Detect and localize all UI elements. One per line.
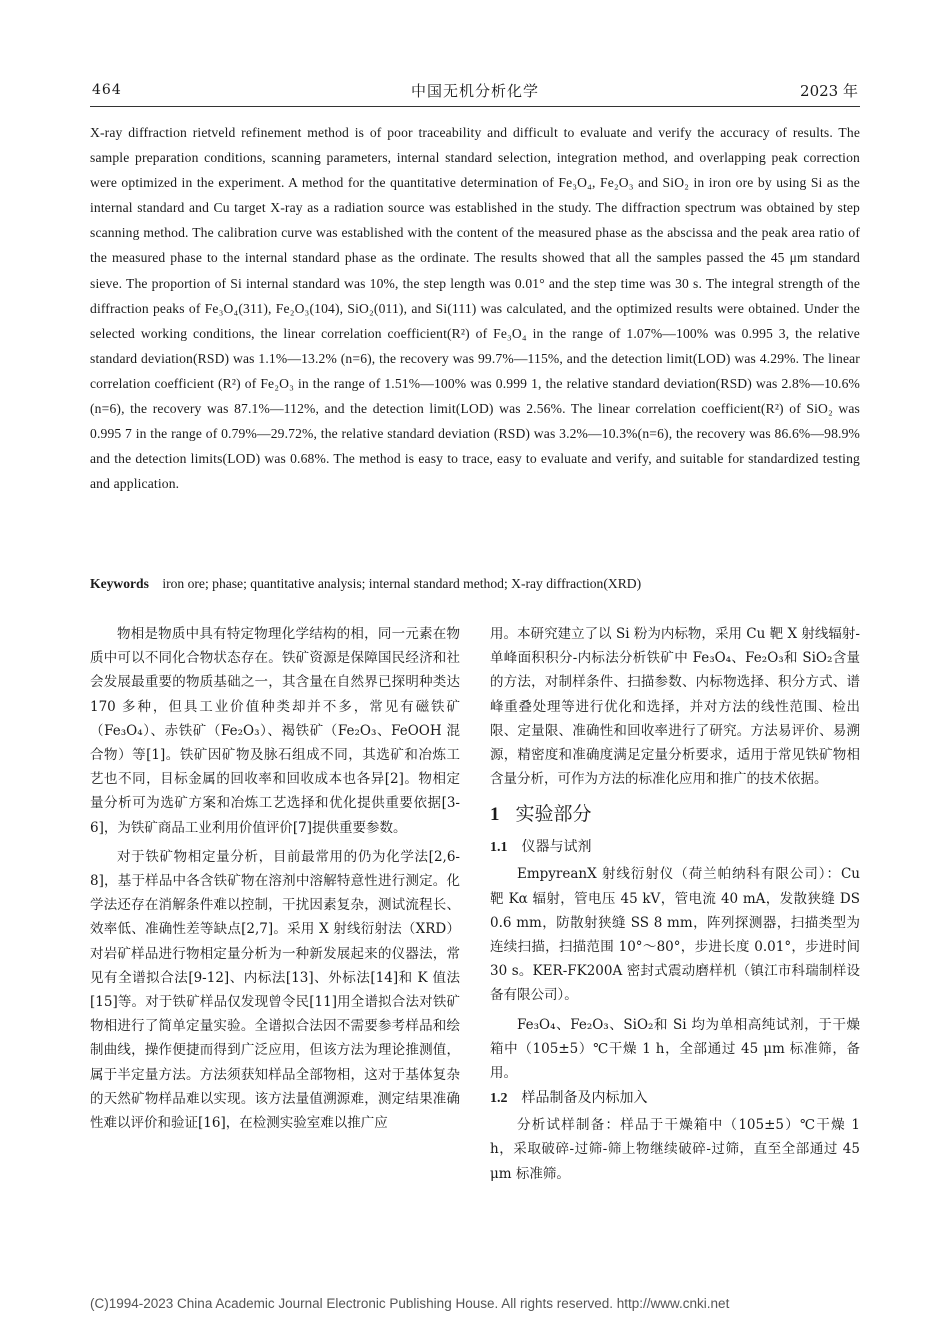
left-column <box>90 622 460 1135</box>
section-heading-experimental <box>490 799 860 830</box>
keywords-label: Keywords <box>90 576 149 591</box>
intro-paragraph-1: 物相是物质中具有特定物理化学结构的相，同一元素在物质中可以不同化合物状态存在。铁矿资源是保障国民经济和社会发展最重要的物质基础之一，其含量在自然界已探明种类达 170 多种，但具工业价值种类却并不多，常见有磁铁矿（Fe₃O₄）、赤铁矿（Fe₂O₃）、褐铁矿（Fe₂O₃、FeOOH 混合物）等[1]。铁矿因矿物及脉石组成不同，其选矿和冶炼工艺也不同，目标金属的回收率和回收成本也各异[2]。物相定量分析可为选矿方案和冶炼工艺选择和优化提供重要依据[3-6]，为铁矿商品工业利用价值评价[7]提供重要参数。 <box>90 626 460 836</box>
subsection-number: 1.2 <box>490 1091 508 1107</box>
subsection-title: 仪器与试剂 <box>521 839 592 856</box>
page-number: 464 <box>92 82 122 98</box>
page-header <box>90 78 860 107</box>
intro-paragraph-continued: 用。本研究建立了以 Si 粉为内标物，采用 Cu 靶 X 射线辐射-单峰面积积分-内标法分析铁矿中 Fe₃O₄、Fe₂O₃和 SiO₂含量的方法，对制样条件、扫描参数、内标物选择、积分方式、谱峰重叠处理等进行优化和选择，并对方法的线性范围、检出限、定量限、准确性和回收率进行了研究。方法易评价、易溯源，精密度和准确度满足定量分析要求，适用于常见铁矿物相含量分析，可作为方法的标准化应用和推广的技术依据。 <box>490 626 860 788</box>
keywords-text: iron ore; phase; quantitative analysis; internal standard method; X-ray diffraction(XRD) <box>162 576 642 591</box>
intro-paragraph-2: 对于铁矿物相定量分析，目前最常用的仍为化学法[2,6-8]，基于样品中各含铁矿物在溶剂中溶解特意性进行测定。化学法还存在消解条件难以控制，干扰因素复杂，测试流程长、效率低、准确性差等缺点[2,7]。采用 X 射线衍射法（XRD）对岩矿样品进行物相定量分析为一种新发展起来的仪器法，常见有全谱拟合法[9-12]、内标法[13]、外标法[14]和 K 值法[15]等。对于铁矿样品仅发现曾令民[11]用全谱拟合法对铁矿物相进行了简单定量实验。全谱拟合法因不需要参考样品和绘制曲线，操作便捷而得到广泛应用，但该方法为理论推测值，属于半定量方法。方法须获知样品全部物相，这对于基体复杂的天然矿物样品难以实现。该方法量值溯源难，测定结果准确性难以评价和验证[16]，在检测实验室难以推广应 <box>90 848 460 1132</box>
keywords-line <box>90 571 860 596</box>
copyright-footer: (C)1994-2023 China Academic Journal Electronic Publishing House. All rights reserved. http://www.cnki.net <box>90 1296 730 1311</box>
section-title: 实验部分 <box>515 803 592 826</box>
subsection-number: 1.1 <box>490 840 508 856</box>
section-number: 1 <box>490 804 500 826</box>
subsection-heading-instruments <box>490 836 860 859</box>
instrument-paragraph: EmpyreanX 射线衍射仪（荷兰帕纳科有限公司）：Cu 靶 Kα 辐射，管电压 45 kV，管电流 40 mA，发散狭缝 DS 0.6 mm，防散射狭缝 SS 8 mm，阵列探测器，扫描类型为连续扫描，扫描范围 10°～80°，步进长度 0.01°，步进时间 30 s。KER-FK200A 密封式震动磨样机（镇江市科瑞制样设备有限公司）。 <box>490 866 860 1004</box>
subsection-title: 样品制备及内标加入 <box>521 1090 648 1107</box>
subsection-heading-sample-prep <box>490 1087 860 1110</box>
english-abstract: X-ray diffraction rietveld refinement method is of poor traceability and difficult to evaluate and verify the accuracy of results. The sample preparation conditions, scanning parameters, internal standard selection, integration method, and overlapping peak correction were optimized in the experiment. A method for the quantitative determination of Fe₃O₄, Fe₂O₃ and SiO₂ in iron ore by using Si as the internal standard and Cu target X-ray as a radiation source was established in the study. The diffraction spectrum was obtained by step scanning method. The calibration curve was established with the content of the measured phase as the abscissa and the peak area ratio of the measured phase to the internal standard phase as the ordinate. The results showed that all the samples passed the 45 μm standard sieve. The proportion of Si internal standard was 10%, the step length was 0.01° and the step time was 30 s. The integral strength of the diffraction peaks of Fe₃O₄(311), Fe₂O₃(104), SiO₂(011), and Si(111) was calculated, and the optimized results were obtained. Under the selected working conditions, the linear correlation coefficient(R²) of Fe₃O₄ in the range of 1.07%—100% was 0.995 3, the relative standard deviation(RSD) was 1.1%—13.2% (n=6), the recovery was 99.7%—115%, and the detection limit(LOD) was 4.29%. The linear correlation coefficient (R²) of Fe₂O₃ in the range of 1.51%—100% was 0.999 1, the relative standard deviation(RSD) was 2.8%—10.6%(n=6), the recovery was 87.1%—112%, and the detection limit(LOD) was 2.56%. The linear correlation coefficient(R²) of SiO₂ was 0.995 7 in the range of 0.79%—29.72%, the relative standard deviation (RSD) was 3.2%—10.3%(n=6), the recovery was 86.6%—98.9% and the detection limits(LOD) was 0.68%. The method is easy to trace, easy to evaluate and verify, and suitable for standardized testing and application. <box>90 125 860 492</box>
journal-year: 2023 年 <box>800 82 858 100</box>
reagents-paragraph: Fe₃O₄、Fe₂O₃、SiO₂和 Si 均为单相高纯试剂，于干燥箱中（105±5）℃干燥 1 h，全部通过 45 μm 标准筛，备用。 <box>490 1016 860 1082</box>
right-column <box>490 622 860 1186</box>
journal-title: 中国无机分析化学 <box>410 82 539 100</box>
sample-prep-paragraph: 分析试样制备：样品于干燥箱中（105±5）℃干燥 1 h，采取破碎-过筛-筛上物继续破碎-过筛，直至全部通过 45 μm 标准筛。 <box>490 1117 860 1182</box>
